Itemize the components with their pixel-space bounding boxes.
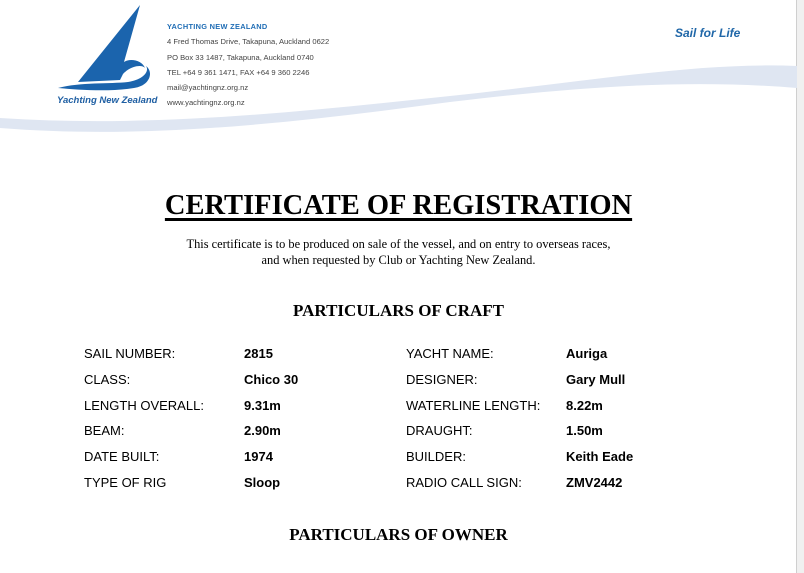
field-value: 1.50m xyxy=(566,423,603,439)
field-value: Gary Mull xyxy=(566,371,626,387)
certificate-subtitle xyxy=(0,236,797,268)
website-line: www.yachtingnz.org.nz xyxy=(167,98,245,108)
field-label: YACHT NAME: xyxy=(406,346,494,361)
field-label: SAIL NUMBER: xyxy=(84,346,176,361)
craft-heading: PARTICULARS OF CRAFT xyxy=(293,301,504,320)
address-block xyxy=(167,19,329,111)
subtitle-line: and when requested by Club or Yachting New Zealand. xyxy=(261,253,536,267)
field-label: DATE BUILT: xyxy=(84,449,160,465)
field-label: RADIO CALL SIGN: xyxy=(406,475,522,490)
address-line: 4 Fred Thomas Drive, Takapuna, Auckland 0622 xyxy=(167,37,330,47)
certificate-title-text: CERTIFICATE OF REGISTRATION xyxy=(164,190,633,221)
tagline: Sail for Life xyxy=(675,26,741,40)
field-value: 1974 xyxy=(244,449,273,465)
owner-heading: PARTICULARS OF OWNER xyxy=(289,525,508,544)
field-label: BUILDER: xyxy=(406,449,466,465)
certificate-title xyxy=(0,190,797,222)
field-value: Keith Eade xyxy=(566,449,634,465)
sail-logo-icon xyxy=(50,2,160,97)
subtitle-line: This certificate is to be produced on sale of the vessel, and on entry to overseas races, xyxy=(186,237,611,251)
field-value: 8.22m xyxy=(566,397,603,413)
field-label: DESIGNER: xyxy=(406,371,478,387)
field-label: CLASS: xyxy=(84,371,131,387)
phone-line: TEL +64 9 361 1471, FAX +64 9 360 2246 xyxy=(167,67,310,77)
field-value: 2815 xyxy=(244,346,273,361)
page-edge xyxy=(796,0,804,573)
logo-text: Yachting New Zealand xyxy=(57,95,158,106)
address-line: PO Box 33 1487, Takapuna, Auckland 0740 xyxy=(167,52,314,62)
field-value: Chico 30 xyxy=(244,371,299,387)
email-line: mail@yachtingnz.org.nz xyxy=(167,83,249,93)
field-label: WATERLINE LENGTH: xyxy=(406,397,541,413)
org-name: YACHTING NEW ZEALAND xyxy=(167,22,268,31)
field-label: BEAM: xyxy=(84,423,125,439)
field-label: LENGTH OVERALL: xyxy=(84,397,204,413)
field-value: Auriga xyxy=(566,346,608,361)
field-value: 9.31m xyxy=(244,397,281,413)
field-value: ZMV2442 xyxy=(566,475,623,490)
field-value: 2.90m xyxy=(244,423,281,439)
field-value: Sloop xyxy=(244,475,281,490)
field-label: DRAUGHT: xyxy=(406,423,473,439)
field-label: TYPE OF RIG xyxy=(84,475,167,490)
